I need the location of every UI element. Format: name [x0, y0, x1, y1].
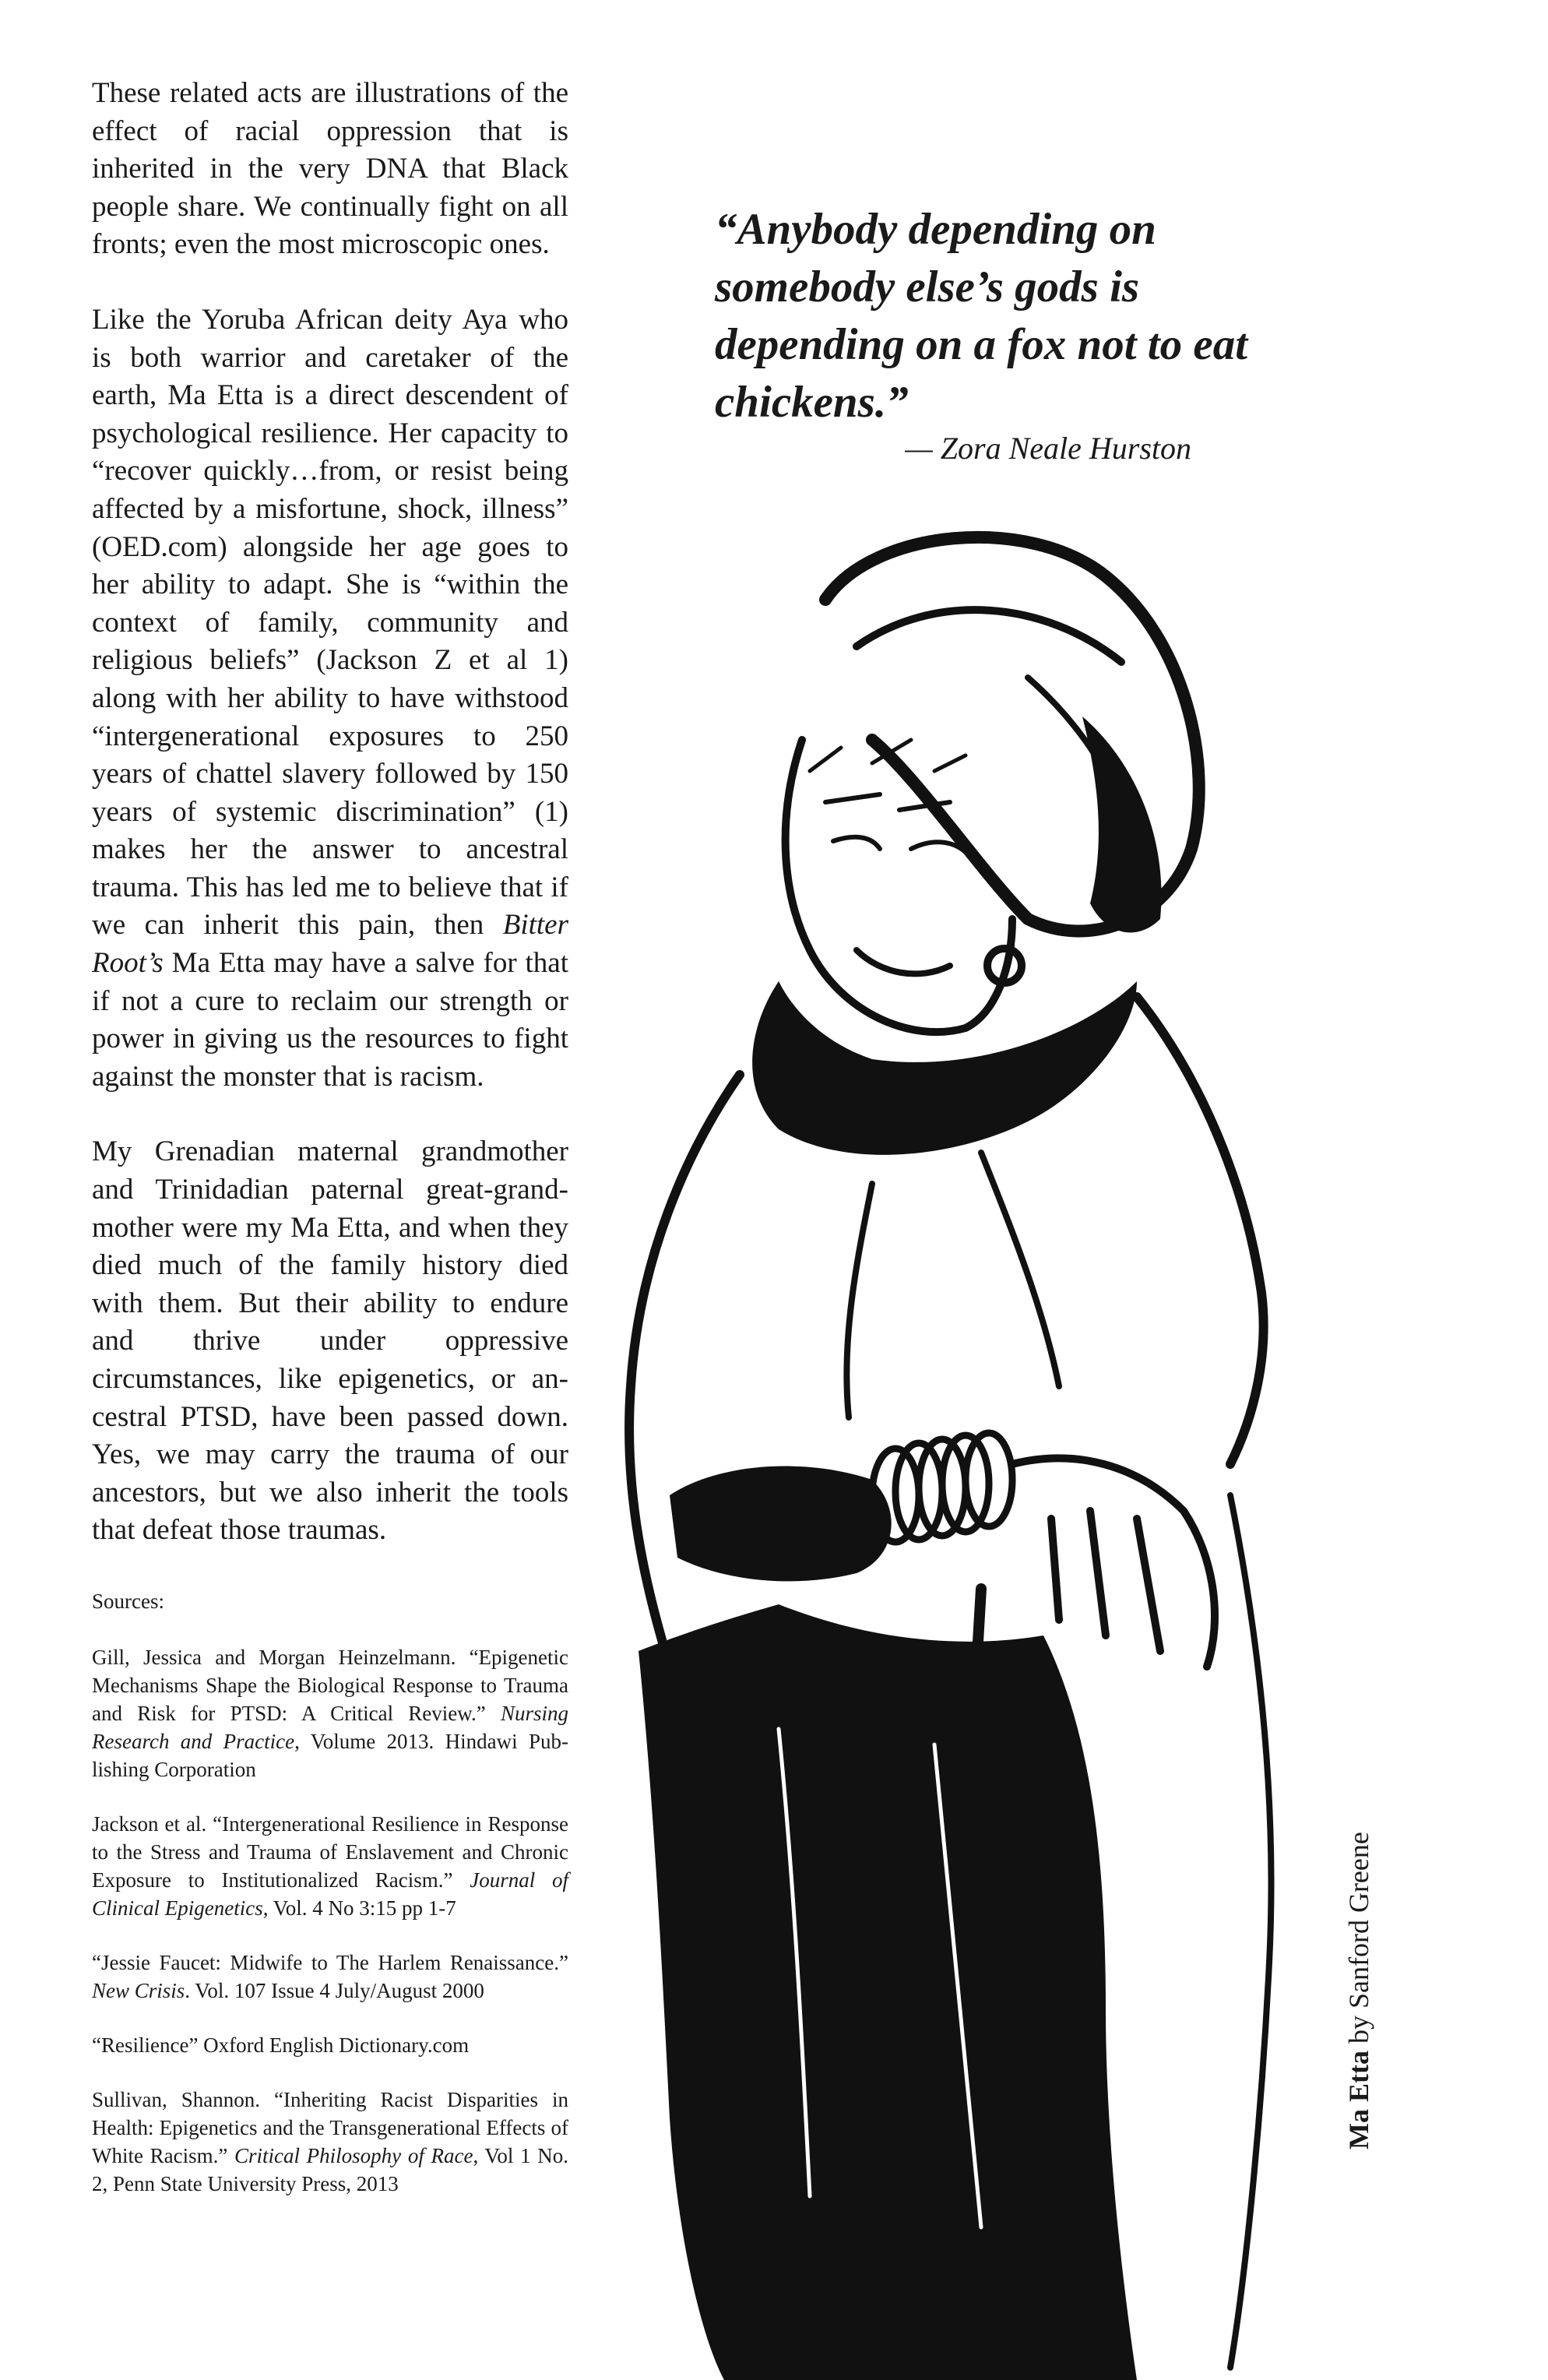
source-3-text-b: . Vol. 107 Issue 4 July/August 2000	[185, 1978, 484, 2002]
source-3-journal: New Crisis	[92, 1978, 185, 2002]
book-title-bitter-root: Bitter Root’s	[92, 909, 568, 980]
quote-attribution: — Zora Neale Hurston	[905, 431, 1191, 466]
bracelets	[872, 1433, 1012, 1542]
paragraph-1-text: These related acts are illustrations of the effect of racial oppression that is inherited in the very DNA that Black people share. We continually fight on all fronts; even the most microscopic ones.	[92, 77, 568, 261]
paragraph-2-text-a: Like the Yoruba African deity Aya who is both warrior and caretaker of the earth, Ma Etta is a direct descendent of psychological resilience. Her capacity to “recover quickly…from, or resist being affected by a misfortune, shock, illness” (OED.com) alongside her age goes to her ability to adapt. She is “within the context of family, community and religious beliefs” (Jackson Z et al 1) along with her ability to have withstood “intergenerational exposures to 250 years of chattel slavery followed by 150 years of systemic discrimination” (1) makes her the answer to ancestral trauma. This has led me to believe that if we can inherit this pain, then	[92, 303, 568, 942]
source-entry	[92, 1810, 568, 1922]
paragraph-1	[92, 75, 568, 264]
illustration-ink	[629, 537, 1272, 2380]
source-5-text-a: Sullivan, Shannon. “Inheriting Racist Disparities in Health: Epigenetics and the Transgenerational Effects of White Racism.”	[92, 2087, 568, 2167]
source-5-journal: Critical Philosophy of Race	[234, 2143, 473, 2167]
pull-quote: “Anybody depending on somebody else’s gods is depending on a fox not to eat chickens.”	[715, 205, 1248, 427]
source-2-journal: Journal of Clinical Epigenetics	[92, 1868, 568, 1920]
source-entry	[92, 1949, 568, 2005]
illustration-credit	[1342, 1832, 1375, 2149]
robe	[639, 1604, 1137, 2380]
hand	[1012, 1459, 1215, 1667]
source-2-text-a: Jackson et al. “Intergenerational Resilience in Response to the Stress and Trauma of Enslavement and Chronic Exposure to Institutionalized Racism.”	[92, 1811, 568, 1892]
illustration-title: Ma Etta	[1343, 2051, 1374, 2149]
source-3-text-a: “Jessie Faucet: Midwife to The Harlem Renaissance.”	[92, 1950, 568, 1974]
source-entry	[92, 2086, 568, 2198]
source-4-text: “Resilience” Oxford English Dictionary.com	[92, 2033, 470, 2057]
paragraph-2-text-b: Ma Etta may have a salve for that if not a cure to reclaim our strength or power in giving us the resources to fight against the monster that is racism.	[92, 947, 568, 1093]
source-entry	[92, 2031, 568, 2059]
paragraph-3	[92, 1133, 568, 1550]
face	[786, 740, 1012, 1032]
paragraph-2	[92, 301, 568, 1096]
source-2-text-b: , Vol. 4 No 3:15 pp 1-7	[262, 1896, 456, 1920]
illustration-artist: by Sanford Greene	[1343, 1832, 1374, 2051]
source-1-text-a: Gill, Jessica and Morgan Heinzelmann. “Epigenetic Mechanisms Shape the Biological Response to Trauma and Risk for PTSD: A Critical Review.”	[92, 1645, 568, 1725]
sources-heading: Sources:	[92, 1589, 164, 1613]
paragraph-3-text: My Grenadian maternal grandmother and Trinidadian paternal great-grandmother were my Ma Etta, and when they died much of the family history died with them. But their ability to endure and thrive under oppressive circumstances, like epigenetics, or ancestral PTSD, have been passed down. Yes, we may carry the trauma of our ancestors, but we also inherit the tools that defeat those traumas.	[92, 1135, 568, 1547]
source-entry	[92, 1643, 568, 1783]
sleeve	[670, 1466, 892, 1582]
ma-etta-illustration	[545, 483, 1548, 2380]
source-1-journal: Nursing Research and Practice	[92, 1701, 568, 1753]
shawl	[752, 981, 1137, 1155]
article-column	[92, 75, 568, 2224]
source-1-text-b: , Volume 2013. Hindawi Publishing Corporation	[92, 1729, 568, 1781]
source-5-text-b: , Vol 1 No. 2, Penn State University Press, 2013	[92, 2143, 568, 2195]
